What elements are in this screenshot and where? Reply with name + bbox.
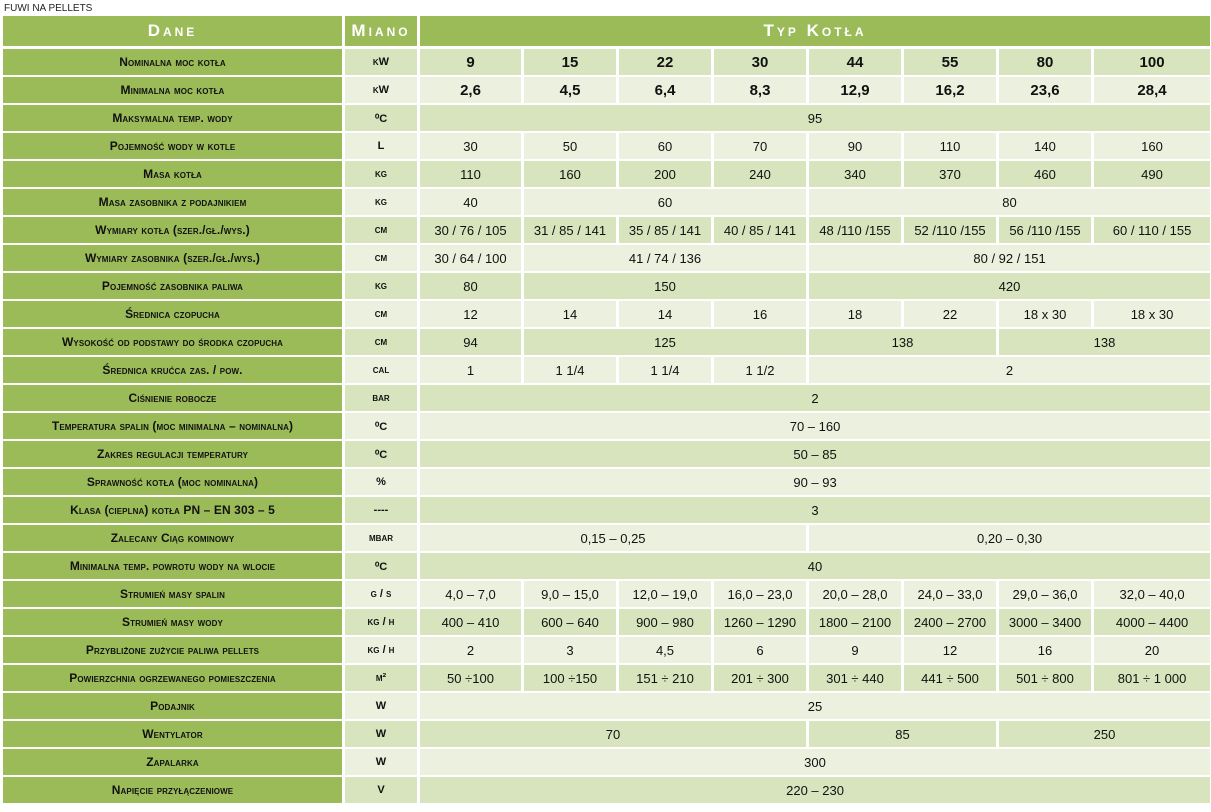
row-unit: cm: [345, 329, 417, 357]
value-cell: 18: [809, 301, 901, 329]
table-row: [3, 189, 1210, 217]
value-cell: 370: [904, 161, 996, 189]
value-cell: 94: [420, 329, 521, 357]
row-unit: cm: [345, 217, 417, 245]
value-cell: 9,0 – 15,0: [524, 581, 616, 609]
value-cell: 95: [420, 105, 1210, 133]
row-label: Napięcie przyłączeniowe: [3, 777, 342, 805]
row-unit: mbar: [345, 525, 417, 553]
value-cell: 12,0 – 19,0: [619, 581, 711, 609]
value-cell: 12,9: [809, 77, 901, 105]
table-row: [3, 609, 1210, 637]
value-cell: 90: [809, 133, 901, 161]
row-unit: cm: [345, 245, 417, 273]
value-cell: 300: [420, 749, 1210, 777]
value-cell: 40: [420, 553, 1210, 581]
value-cell: 48 /110 /155: [809, 217, 901, 245]
row-unit: kW: [345, 77, 417, 105]
value-cell: 55: [904, 49, 996, 77]
table-row: [3, 665, 1210, 693]
row-label: Powierzchnia ogrzewanego pomieszczenia: [3, 665, 342, 693]
value-cell: 14: [524, 301, 616, 329]
value-cell: 16,2: [904, 77, 996, 105]
table-row: [3, 49, 1210, 77]
value-cell: 14: [619, 301, 711, 329]
boiler-spec-table: [0, 16, 1211, 805]
value-cell: 41 / 74 / 136: [524, 245, 806, 273]
table-row: [3, 245, 1210, 273]
value-cell: 80: [420, 273, 521, 301]
header-typ-kotla: Typ Kotła: [420, 16, 1210, 49]
table-row: [3, 637, 1210, 665]
value-cell: 18 x 30: [999, 301, 1091, 329]
row-unit: ⁰C: [345, 413, 417, 441]
value-cell: 50 ÷100: [420, 665, 521, 693]
row-unit: m²: [345, 665, 417, 693]
row-unit: L: [345, 133, 417, 161]
value-cell: 0,15 – 0,25: [420, 525, 806, 553]
value-cell: 70: [420, 721, 806, 749]
value-cell: 340: [809, 161, 901, 189]
value-cell: 40 / 85 / 141: [714, 217, 806, 245]
table-row: [3, 357, 1210, 385]
value-cell: 56 /110 /155: [999, 217, 1091, 245]
value-cell: 16: [999, 637, 1091, 665]
row-label: Pojemność zasobnika paliwa: [3, 273, 342, 301]
value-cell: 9: [809, 637, 901, 665]
row-unit: %: [345, 469, 417, 497]
row-label: Maksymalna temp. wody: [3, 105, 342, 133]
row-unit: kg: [345, 273, 417, 301]
table-row: [3, 525, 1210, 553]
row-label: Pojemność wody w kotle: [3, 133, 342, 161]
value-cell: 2,6: [420, 77, 521, 105]
row-label: Minimalna moc kotła: [3, 77, 342, 105]
value-cell: 220 – 230: [420, 777, 1210, 805]
row-label: Zalecany Ciąg kominowy: [3, 525, 342, 553]
row-label: Temperatura spalin (moc minimalna – nominalna): [3, 413, 342, 441]
value-cell: 70: [714, 133, 806, 161]
value-cell: 4000 – 4400: [1094, 609, 1210, 637]
row-unit: V: [345, 777, 417, 805]
value-cell: 60: [524, 189, 806, 217]
value-cell: 20,0 – 28,0: [809, 581, 901, 609]
value-cell: 29,0 – 36,0: [999, 581, 1091, 609]
row-label: Zakres regulacji temperatury: [3, 441, 342, 469]
value-cell: 16: [714, 301, 806, 329]
value-cell: 125: [524, 329, 806, 357]
row-unit: kW: [345, 49, 417, 77]
row-label: Podajnik: [3, 693, 342, 721]
row-unit: ----: [345, 497, 417, 525]
table-row: [3, 133, 1210, 161]
table-row: [3, 105, 1210, 133]
value-cell: 600 – 640: [524, 609, 616, 637]
header-miano: Miano: [345, 16, 417, 49]
row-label: Wysokość od podstawy do środka czopucha: [3, 329, 342, 357]
value-cell: 900 – 980: [619, 609, 711, 637]
value-cell: 60 / 110 / 155: [1094, 217, 1210, 245]
row-label: Ciśnienie robocze: [3, 385, 342, 413]
table-row: [3, 749, 1210, 777]
value-cell: 801 ÷ 1 000: [1094, 665, 1210, 693]
row-label: Strumień masy wody: [3, 609, 342, 637]
value-cell: 18 x 30: [1094, 301, 1210, 329]
table-row: [3, 497, 1210, 525]
value-cell: 240: [714, 161, 806, 189]
table-caption: FUWI NA PELLETS: [4, 3, 93, 14]
row-label: Wymiary zasobnika (szer./gł./wys.): [3, 245, 342, 273]
value-cell: 1 1/2: [714, 357, 806, 385]
value-cell: 52 /110 /155: [904, 217, 996, 245]
value-cell: 60: [619, 133, 711, 161]
value-cell: 1: [420, 357, 521, 385]
value-cell: 50 – 85: [420, 441, 1210, 469]
table-row: [3, 693, 1210, 721]
table-row: [3, 413, 1210, 441]
row-label: Strumień masy spalin: [3, 581, 342, 609]
value-cell: 12: [904, 637, 996, 665]
value-cell: 90 – 93: [420, 469, 1210, 497]
value-cell: 20: [1094, 637, 1210, 665]
value-cell: 23,6: [999, 77, 1091, 105]
value-cell: 30 / 64 / 100: [420, 245, 521, 273]
value-cell: 138: [999, 329, 1210, 357]
value-cell: 32,0 – 40,0: [1094, 581, 1210, 609]
row-unit: bar: [345, 385, 417, 413]
value-cell: 6,4: [619, 77, 711, 105]
value-cell: 40: [420, 189, 521, 217]
value-cell: 420: [809, 273, 1210, 301]
row-label: Klasa (cieplna) kotła PN – EN 303 – 5: [3, 497, 342, 525]
value-cell: 250: [999, 721, 1210, 749]
row-label: Masa kotła: [3, 161, 342, 189]
row-unit: cm: [345, 301, 417, 329]
value-cell: 3000 – 3400: [999, 609, 1091, 637]
value-cell: 30: [714, 49, 806, 77]
value-cell: 490: [1094, 161, 1210, 189]
value-cell: 24,0 – 33,0: [904, 581, 996, 609]
value-cell: 35 / 85 / 141: [619, 217, 711, 245]
row-unit: ⁰C: [345, 441, 417, 469]
value-cell: 30 / 76 / 105: [420, 217, 521, 245]
value-cell: 0,20 – 0,30: [809, 525, 1210, 553]
value-cell: 9: [420, 49, 521, 77]
row-label: Średnica krućca zas. / pow.: [3, 357, 342, 385]
value-cell: 44: [809, 49, 901, 77]
value-cell: 400 – 410: [420, 609, 521, 637]
value-cell: 22: [619, 49, 711, 77]
row-label: Wymiary kotła (szer./gł./wys.): [3, 217, 342, 245]
value-cell: 3: [524, 637, 616, 665]
value-cell: 110: [420, 161, 521, 189]
row-unit: W: [345, 749, 417, 777]
value-cell: 25: [420, 693, 1210, 721]
value-cell: 2: [420, 385, 1210, 413]
row-unit: cal: [345, 357, 417, 385]
row-unit: kg: [345, 189, 417, 217]
value-cell: 160: [1094, 133, 1210, 161]
value-cell: 1800 – 2100: [809, 609, 901, 637]
value-cell: 441 ÷ 500: [904, 665, 996, 693]
value-cell: 50: [524, 133, 616, 161]
row-unit: ⁰C: [345, 105, 417, 133]
table-row: [3, 553, 1210, 581]
value-cell: 22: [904, 301, 996, 329]
row-label: Masa zasobnika z podajnikiem: [3, 189, 342, 217]
row-label: Średnica czopucha: [3, 301, 342, 329]
value-cell: 1 1/4: [524, 357, 616, 385]
value-cell: 70 – 160: [420, 413, 1210, 441]
table-row: [3, 329, 1210, 357]
table-row: [3, 581, 1210, 609]
value-cell: 12: [420, 301, 521, 329]
value-cell: 16,0 – 23,0: [714, 581, 806, 609]
value-cell: 460: [999, 161, 1091, 189]
value-cell: 150: [524, 273, 806, 301]
value-cell: 1 1/4: [619, 357, 711, 385]
value-cell: 80: [999, 49, 1091, 77]
table-row: [3, 77, 1210, 105]
row-unit: kg / h: [345, 637, 417, 665]
value-cell: 80: [809, 189, 1210, 217]
row-label: Zapalarka: [3, 749, 342, 777]
value-cell: 1260 – 1290: [714, 609, 806, 637]
table-row: [3, 777, 1210, 805]
value-cell: 501 ÷ 800: [999, 665, 1091, 693]
table-row: [3, 441, 1210, 469]
header-dane: Dane: [3, 16, 342, 49]
value-cell: 6: [714, 637, 806, 665]
row-label: Przybliżone zużycie paliwa pellets: [3, 637, 342, 665]
value-cell: 301 ÷ 440: [809, 665, 901, 693]
row-unit: ⁰C: [345, 553, 417, 581]
value-cell: 138: [809, 329, 996, 357]
value-cell: 100: [1094, 49, 1210, 77]
value-cell: 160: [524, 161, 616, 189]
table-row: [3, 161, 1210, 189]
table-row: [3, 721, 1210, 749]
value-cell: 4,5: [619, 637, 711, 665]
table-row: [3, 217, 1210, 245]
value-cell: 28,4: [1094, 77, 1210, 105]
value-cell: 2: [420, 637, 521, 665]
value-cell: 4,5: [524, 77, 616, 105]
value-cell: 4,0 – 7,0: [420, 581, 521, 609]
value-cell: 15: [524, 49, 616, 77]
value-cell: 151 ÷ 210: [619, 665, 711, 693]
row-unit: kg: [345, 161, 417, 189]
table-body: [3, 49, 1210, 805]
value-cell: 2400 – 2700: [904, 609, 996, 637]
value-cell: 201 ÷ 300: [714, 665, 806, 693]
value-cell: 200: [619, 161, 711, 189]
value-cell: 30: [420, 133, 521, 161]
value-cell: 110: [904, 133, 996, 161]
row-unit: kg / h: [345, 609, 417, 637]
row-label: Minimalna temp. powrotu wody na wlocie: [3, 553, 342, 581]
value-cell: 80 / 92 / 151: [809, 245, 1210, 273]
value-cell: 8,3: [714, 77, 806, 105]
table-header-row: [3, 16, 1210, 49]
table-row: [3, 301, 1210, 329]
row-unit: W: [345, 693, 417, 721]
table-row: [3, 273, 1210, 301]
row-label: Wentylator: [3, 721, 342, 749]
value-cell: 3: [420, 497, 1210, 525]
value-cell: 100 ÷150: [524, 665, 616, 693]
value-cell: 31 / 85 / 141: [524, 217, 616, 245]
row-unit: g / s: [345, 581, 417, 609]
row-unit: W: [345, 721, 417, 749]
table-row: [3, 385, 1210, 413]
value-cell: 140: [999, 133, 1091, 161]
row-label: Sprawność kotła (moc nominalna): [3, 469, 342, 497]
value-cell: 85: [809, 721, 996, 749]
value-cell: 2: [809, 357, 1210, 385]
row-label: Nominalna moc kotła: [3, 49, 342, 77]
table-row: [3, 469, 1210, 497]
